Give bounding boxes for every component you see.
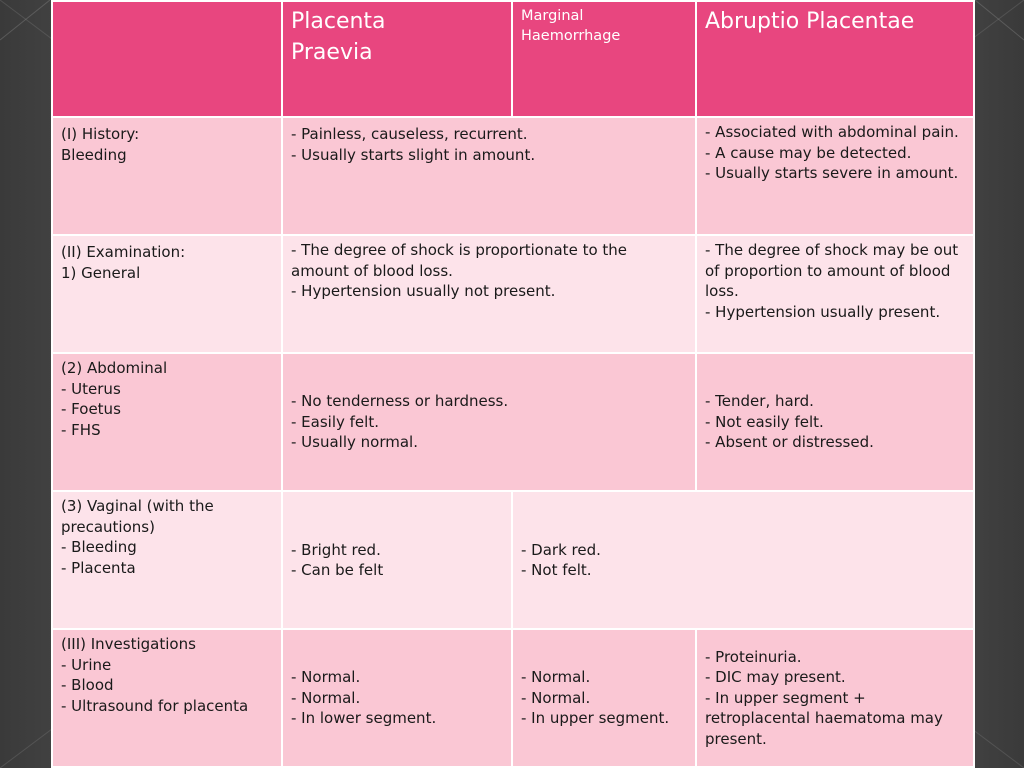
- cell-line: - Urine: [61, 655, 112, 674]
- row-label-investigations: [52, 629, 282, 767]
- cell-line: - Normal.: [291, 688, 361, 707]
- row-label-abdominal: [52, 353, 282, 491]
- table-row-general: [52, 235, 974, 353]
- cell-history-praevia-marginal: [282, 117, 696, 235]
- cell-line: - Painless, causeless, recurrent.: [291, 125, 528, 143]
- cell-line: - Not easily felt.: [705, 412, 824, 431]
- row-label-general: [52, 235, 282, 353]
- cell-line: (3) Vaginal (with the precautions): [61, 497, 214, 536]
- cell-line: - Bright red.: [291, 540, 381, 559]
- cell-line: (I) History:: [61, 125, 140, 143]
- cell-line: - No tenderness or hardness.: [291, 392, 509, 411]
- header-text: Marginal: [521, 8, 584, 24]
- cell-investigations-abruptio: [696, 629, 974, 767]
- cell-line: - DIC may present.: [705, 668, 846, 687]
- cell-history-abruptio: [696, 117, 974, 235]
- row-label-vaginal: [52, 491, 282, 629]
- cell-line: - Proteinuria.: [705, 647, 802, 666]
- cell-line: - Dark red.: [521, 540, 601, 559]
- cell-line: - Can be felt: [291, 561, 384, 579]
- cell-line: - In upper segment + retroplacental haematoma may present.: [705, 688, 943, 748]
- table-row-abdominal: [52, 353, 974, 491]
- cell-abdominal-praevia-marginal: [282, 353, 696, 491]
- cell-line: (2) Abdominal: [61, 359, 168, 377]
- cell-vaginal-praevia: [282, 491, 512, 629]
- cell-line: - Normal.: [521, 668, 591, 687]
- cell-line: - Tender, hard.: [705, 392, 814, 411]
- cell-line: (II) Examination:: [61, 243, 186, 261]
- cell-line: - Bleeding: [61, 538, 137, 556]
- header-text: Placenta: [291, 9, 386, 34]
- cell-line: - Easily felt.: [291, 412, 379, 431]
- comparison-table: [51, 0, 975, 768]
- header-empty-cell: [52, 1, 282, 117]
- table-row-history: [52, 117, 974, 235]
- cell-general-praevia-marginal: [282, 235, 696, 353]
- cell-line: - Absent or distressed.: [705, 433, 874, 452]
- cell-line: - Placenta: [61, 558, 136, 577]
- header-text: Haemorrhage: [521, 28, 621, 44]
- header-text: Praevia: [291, 40, 373, 65]
- cell-line: - Blood: [61, 676, 114, 694]
- header-text: Abruptio Placentae: [705, 9, 915, 34]
- table-row-vaginal: [52, 491, 974, 629]
- cell-line: - Usually normal.: [291, 433, 418, 452]
- cell-line: Bleeding: [61, 145, 127, 164]
- cell-line: - Associated with abdominal pain.: [705, 123, 959, 141]
- cell-line: - In lower segment.: [291, 709, 437, 728]
- cell-line: - Hypertension usually not present.: [291, 282, 556, 300]
- cell-line: 1) General: [61, 263, 141, 282]
- cell-line: - Hypertension usually present.: [705, 302, 941, 321]
- header-abruptio-placentae: [696, 1, 974, 117]
- cell-line: - In upper segment.: [521, 709, 670, 728]
- cell-line: - The degree of shock is proportionate to the amount of blood loss.: [291, 241, 628, 280]
- row-label-history: [52, 117, 282, 235]
- header-row: [52, 1, 974, 117]
- cell-line: - Ultrasound for placenta: [61, 696, 249, 715]
- cell-line: - The degree of shock may be out of proportion to amount of blood loss.: [705, 241, 959, 300]
- cell-investigations-marginal: [512, 629, 696, 767]
- cell-line: - Uterus: [61, 379, 121, 398]
- cell-line: (III) Investigations: [61, 635, 196, 653]
- cell-line: - Usually starts slight in amount.: [291, 145, 536, 164]
- cell-vaginal-marginal-abruptio: [512, 491, 974, 629]
- cell-line: - Foetus: [61, 400, 121, 418]
- cell-general-abruptio: [696, 235, 974, 353]
- header-placenta-praevia: [282, 1, 512, 117]
- cell-line: - FHS: [61, 420, 101, 439]
- cell-line: - Not felt.: [521, 561, 592, 579]
- cell-abdominal-abruptio: [696, 353, 974, 491]
- cell-line: - Normal.: [521, 688, 591, 707]
- cell-line: - Normal.: [291, 668, 361, 687]
- cell-investigations-praevia: [282, 629, 512, 767]
- cell-line: - A cause may be detected.: [705, 143, 912, 162]
- header-marginal-haemorrhage: [512, 1, 696, 117]
- table-row-investigations: [52, 629, 974, 767]
- cell-line: - Usually starts severe in amount.: [705, 164, 959, 182]
